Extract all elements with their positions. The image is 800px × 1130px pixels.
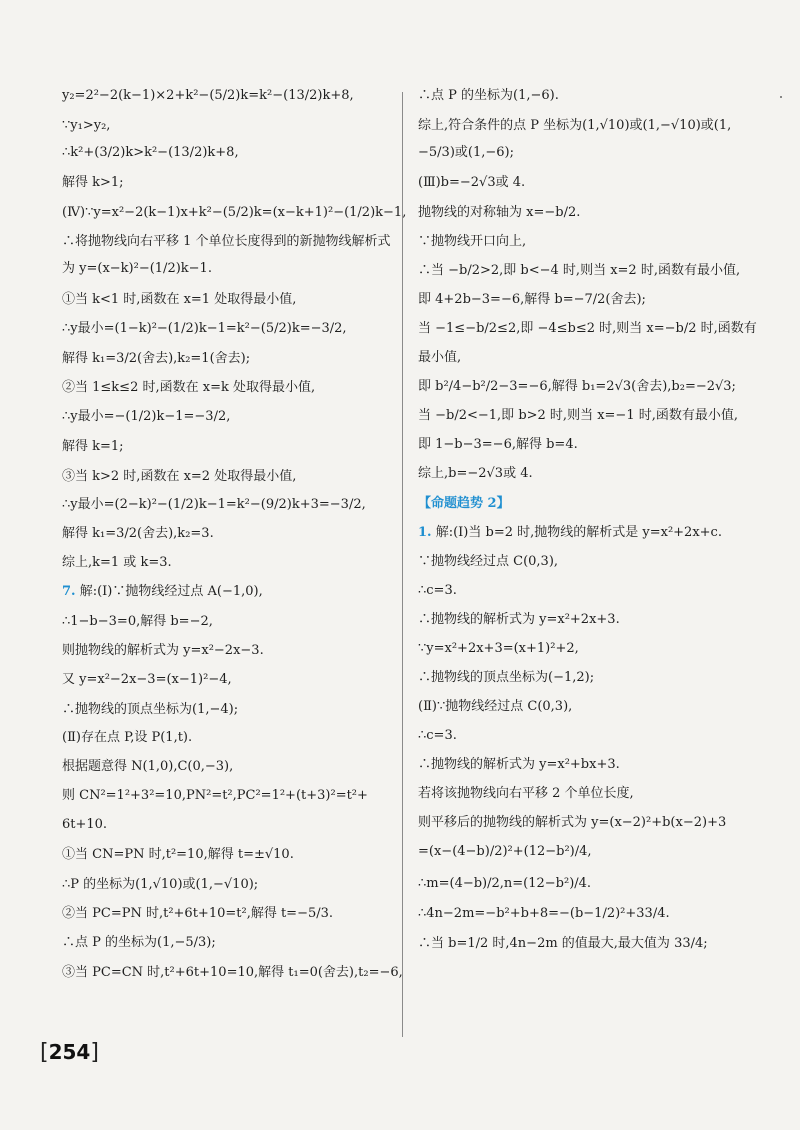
text-line: (Ⅱ)存在点 P,设 P(1,t). bbox=[62, 730, 193, 745]
column-divider bbox=[402, 92, 403, 1037]
text-line: ②当 1≤k≤2 时,函数在 x=k 处取得最小值, bbox=[62, 380, 316, 395]
section-heading: 【命题趋势 2】 bbox=[418, 496, 510, 511]
text-line: ∴抛物线的顶点坐标为(−1,2); bbox=[418, 670, 595, 685]
text-line: 若将该抛物线向右平移 2 个单位长度, bbox=[418, 786, 634, 801]
text-line: ∴y最小=(2−k)²−(1/2)k−1=k²−(9/2)k+3=−3/2, bbox=[62, 497, 366, 512]
text-line: =(x−(4−b)/2)²+(12−b²)/4, bbox=[418, 844, 592, 859]
text-line: 则抛物线的解析式为 y=x²−2x−3. bbox=[62, 643, 264, 658]
text-line: ∴当 b=1/2 时,4n−2m 的值最大,最大值为 33/4; bbox=[418, 936, 708, 951]
text-line: 1. 解:(Ⅰ)当 b=2 时,抛物线的解析式是 y=x²+2x+c. bbox=[418, 525, 722, 540]
text-line: ∴m=(4−b)/2,n=(12−b²)/4. bbox=[418, 876, 592, 891]
text-line: 即 1−b−3=−6,解得 b=4. bbox=[418, 437, 578, 452]
text-line: ∴c=3. bbox=[418, 583, 457, 598]
text-line: ∴y最小=−(1/2)k−1=−3/2, bbox=[62, 409, 231, 424]
text-line: ①当 k<1 时,函数在 x=1 处取得最小值, bbox=[62, 292, 297, 307]
text-line: 即 4+2b−3=−6,解得 b=−7/2(舍去); bbox=[418, 292, 646, 307]
text-line: ③当 k>2 时,函数在 x=2 处取得最小值, bbox=[62, 469, 297, 484]
question-number: 7. bbox=[62, 584, 76, 599]
text-line: ∴1−b−3=0,解得 b=−2, bbox=[62, 614, 213, 629]
text-line: 则 CN²=1²+3²=10,PN²=t²,PC²=1²+(t+3)²=t²+ bbox=[62, 788, 368, 803]
text-line: ∴当 −b/2>2,即 b<−4 时,则当 x=2 时,函数有最小值, bbox=[418, 263, 741, 278]
text-line: 解得 k>1; bbox=[62, 175, 124, 190]
question-number: 1. bbox=[418, 525, 432, 540]
text-line: 6t+10. bbox=[62, 817, 108, 832]
margin-mark bbox=[780, 96, 782, 98]
text-line: y₂=2²−2(k−1)×2+k²−(5/2)k=k²−(13/2)k+8, bbox=[62, 88, 354, 103]
page-number: [254] bbox=[40, 1040, 99, 1065]
text-line: ∴y最小=(1−k)²−(1/2)k−1=k²−(5/2)k=−3/2, bbox=[62, 321, 347, 336]
text-line: ∴抛物线的顶点坐标为(1,−4); bbox=[62, 702, 239, 717]
text-line: 7. 解:(Ⅰ)∵抛物线经过点 A(−1,0), bbox=[62, 584, 263, 599]
text-line: 最小值, bbox=[418, 350, 462, 365]
text-line: ∴将抛物线向右平移 1 个单位长度得到的新抛物线解析式 bbox=[62, 234, 391, 249]
text-line: ∴点 P 的坐标为(1,−5/3); bbox=[62, 935, 216, 950]
text-line: 即 b²/4−b²/2−3=−6,解得 b₁=2√3(舍去),b₂=−2√3; bbox=[418, 379, 736, 394]
text-line: 当 −b/2<−1,即 b>2 时,则当 x=−1 时,函数有最小值, bbox=[418, 408, 738, 423]
text-line: 为 y=(x−k)²−(1/2)k−1. bbox=[62, 261, 212, 276]
text-line: 抛物线的对称轴为 x=−b/2. bbox=[418, 205, 581, 220]
text-line: ∴抛物线的解析式为 y=x²+bx+3. bbox=[418, 757, 620, 772]
text-line: −5/3)或(1,−6); bbox=[418, 145, 514, 160]
text-line: (Ⅳ)∵y=x²−2(k−1)x+k²−(5/2)k=(x−k+1)²−(1/2)k−1, bbox=[62, 205, 407, 220]
text-line: ∴抛物线的解析式为 y=x²+2x+3. bbox=[418, 612, 620, 627]
text-line: (Ⅲ)b=−2√3或 4. bbox=[418, 175, 526, 190]
text-line: ∵抛物线开口向上, bbox=[418, 234, 527, 249]
text-line: ∵抛物线经过点 C(0,3), bbox=[418, 554, 559, 569]
text-line: ∴点 P 的坐标为(1,−6). bbox=[418, 88, 559, 103]
text-line: 根据题意得 N(1,0),C(0,−3), bbox=[62, 759, 234, 774]
text-line: 解得 k₁=3/2(舍去),k₂=3. bbox=[62, 526, 214, 541]
text-line: ∴P 的坐标为(1,√10)或(1,−√10); bbox=[62, 877, 259, 892]
text-line: 综上,k=1 或 k=3. bbox=[62, 555, 172, 570]
text-line: ③当 PC=CN 时,t²+6t+10=10,解得 t₁=0(舍去),t₂=−6, bbox=[62, 965, 403, 980]
text-line: 则平移后的抛物线的解析式为 y=(x−2)²+b(x−2)+3 bbox=[418, 815, 727, 830]
text-line: 解得 k=1; bbox=[62, 439, 124, 454]
text-line: ①当 CN=PN 时,t²=10,解得 t=±√10. bbox=[62, 847, 294, 862]
text-line: ∴c=3. bbox=[418, 728, 457, 743]
text-line: 当 −1≤−b/2≤2,即 −4≤b≤2 时,则当 x=−b/2 时,函数有 bbox=[418, 321, 757, 336]
text-line: ∴k²+(3/2)k>k²−(13/2)k+8, bbox=[62, 145, 239, 160]
text-line: 解得 k₁=3/2(舍去),k₂=1(舍去); bbox=[62, 351, 251, 366]
text-line: ∴4n−2m=−b²+b+8=−(b−1/2)²+33/4. bbox=[418, 906, 670, 921]
text-line: ∵y₁>y₂, bbox=[62, 118, 111, 133]
text-line: ∵y=x²+2x+3=(x+1)²+2, bbox=[418, 641, 579, 656]
text-line: (Ⅱ)∵抛物线经过点 C(0,3), bbox=[418, 699, 573, 714]
text-line: 综上,符合条件的点 P 坐标为(1,√10)或(1,−√10)或(1, bbox=[418, 118, 732, 133]
text-line: 综上,b=−2√3或 4. bbox=[418, 466, 533, 481]
text-line: ②当 PC=PN 时,t²+6t+10=t²,解得 t=−5/3. bbox=[62, 906, 334, 921]
text-line: 又 y=x²−2x−3=(x−1)²−4, bbox=[62, 672, 232, 687]
